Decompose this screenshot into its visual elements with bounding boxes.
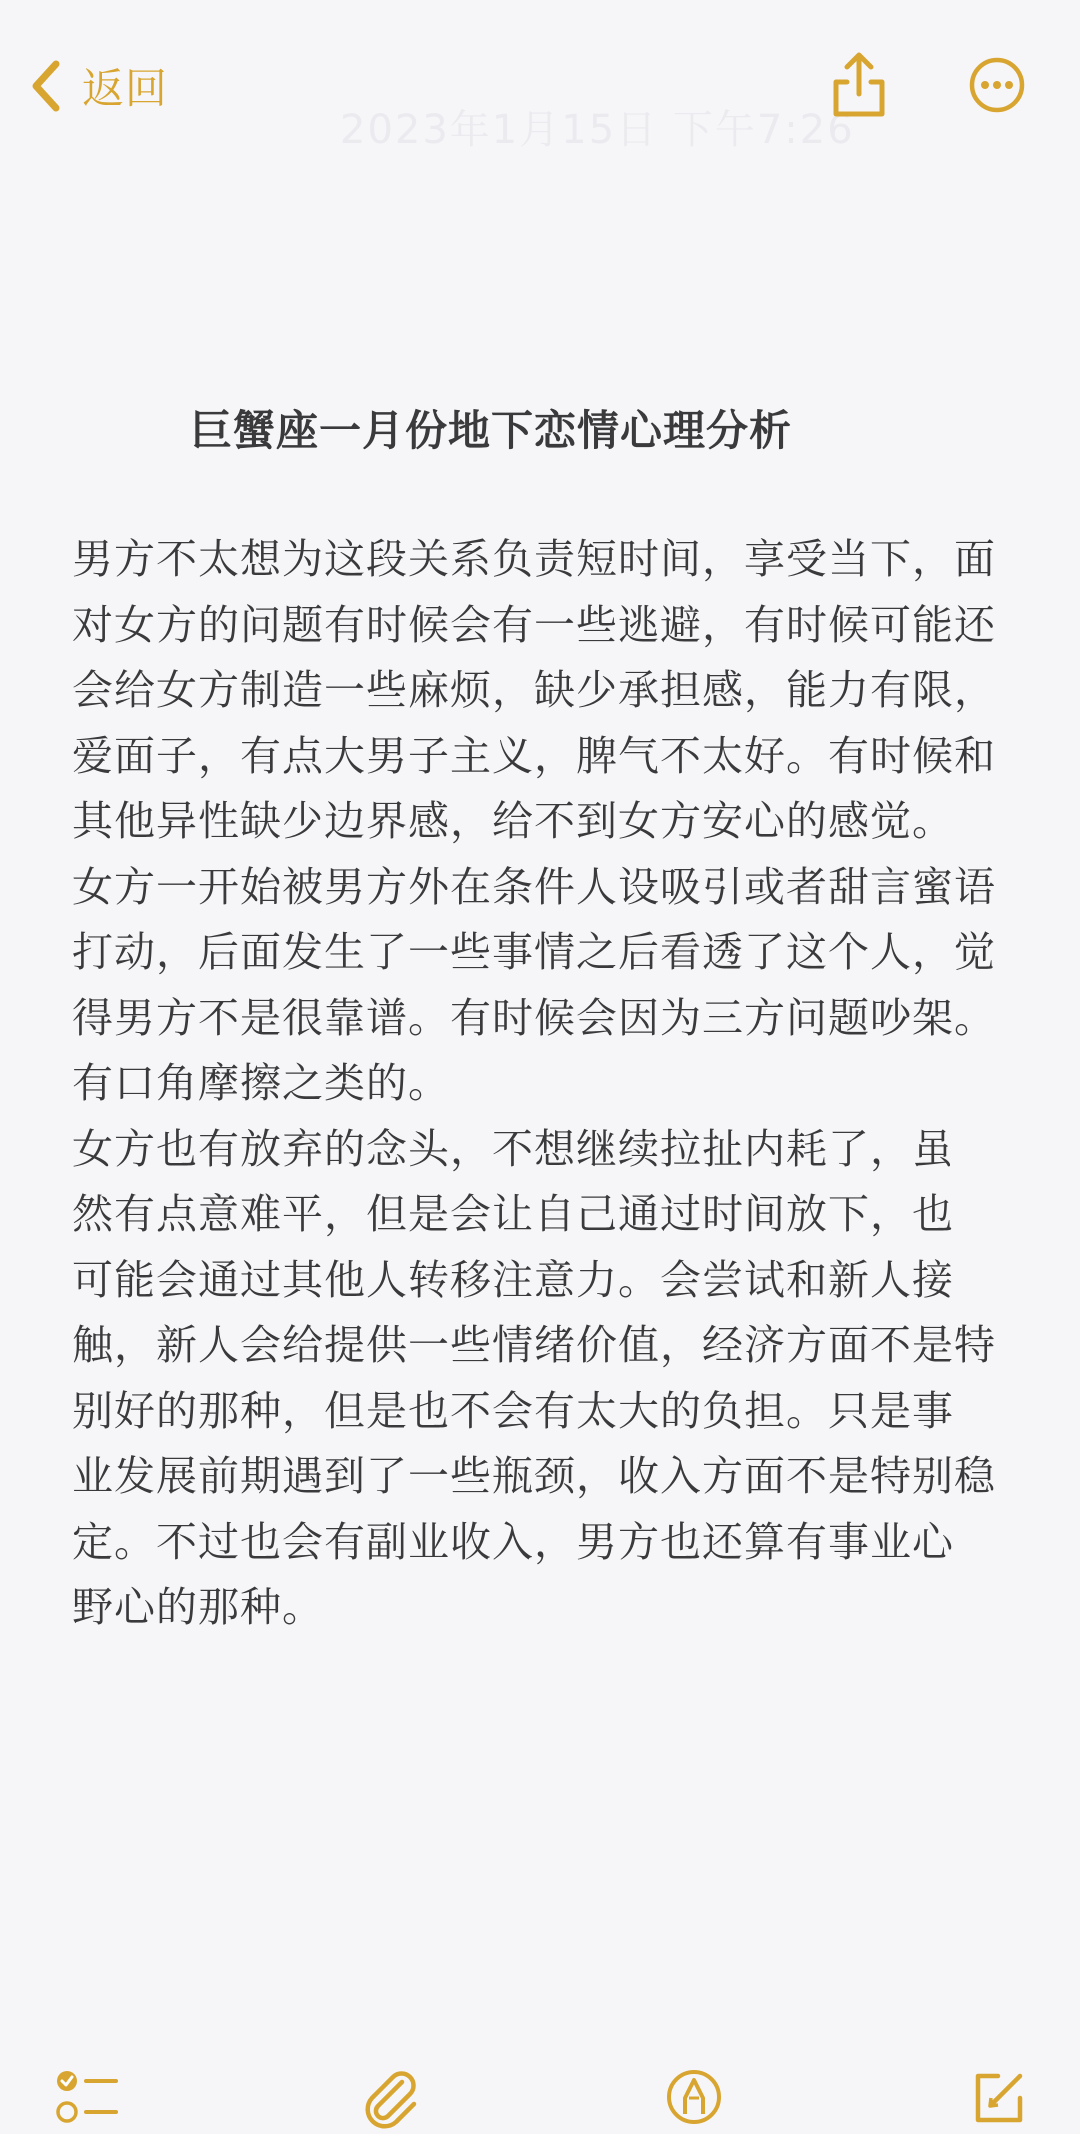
note-paragraph: 女方也有放弃的念头，不想继续拉扯内耗了，虽 然有点意难平，但是会让自己通过时间放下，也 可能会通过其他人转移注意力。会尝试和新人接 触，新人会给提供一些情绪价值，经济方面不是特 别好的那种，但是也不会有太大的负担。只是事 业发展前期遇到了一些瓶颈，收入方面不是特别稳 定。不过也会有副业收入，男方也还算有事业心 野心的那种。	[72, 1124, 996, 1631]
more-icon	[968, 56, 1026, 114]
checklist-icon	[54, 2068, 118, 2128]
bottom-toolbar	[0, 2050, 1080, 2132]
checklist-button[interactable]	[54, 2068, 118, 2132]
attachment-button[interactable]	[362, 2068, 422, 2134]
chevron-left-icon	[30, 60, 60, 112]
note-body[interactable]	[72, 527, 1008, 1641]
note-title: 巨蟹座一月份地下恋情心理分析	[190, 406, 793, 455]
back-button[interactable]	[30, 56, 168, 116]
note-date-faded: 2023年1月15日 下午7:26	[340, 107, 855, 153]
note-paragraph: 男方不太想为这段关系负责短时间，享受当下，面 对女方的问题有时候会有一些逃避，有时候可能还 会给女方制造一些麻烦，缺少承担感，能力有限， 爱面子，有点大男子主义，脾气不太好。有时候和 其他异性缺少边界感，给不到女方安心的感觉。	[72, 535, 996, 845]
more-button[interactable]	[968, 56, 1026, 118]
note-paragraph: 女方一开始被男方外在条件人设吸引或者甜言蜜语 打动，后面发生了一些事情之后看透了这个人，觉 得男方不是很靠谱。有时候会因为三方问题吵架。 有口角摩擦之类的。	[72, 862, 996, 1107]
paperclip-icon	[362, 2068, 422, 2130]
markup-pen-icon	[665, 2068, 723, 2126]
share-button[interactable]	[830, 50, 888, 124]
compose-icon	[970, 2068, 1028, 2126]
compose-button[interactable]	[970, 2068, 1028, 2130]
share-icon	[830, 50, 888, 120]
navigation-bar	[0, 0, 1080, 170]
markup-button[interactable]	[665, 2068, 723, 2130]
back-label: 返回	[82, 64, 169, 113]
